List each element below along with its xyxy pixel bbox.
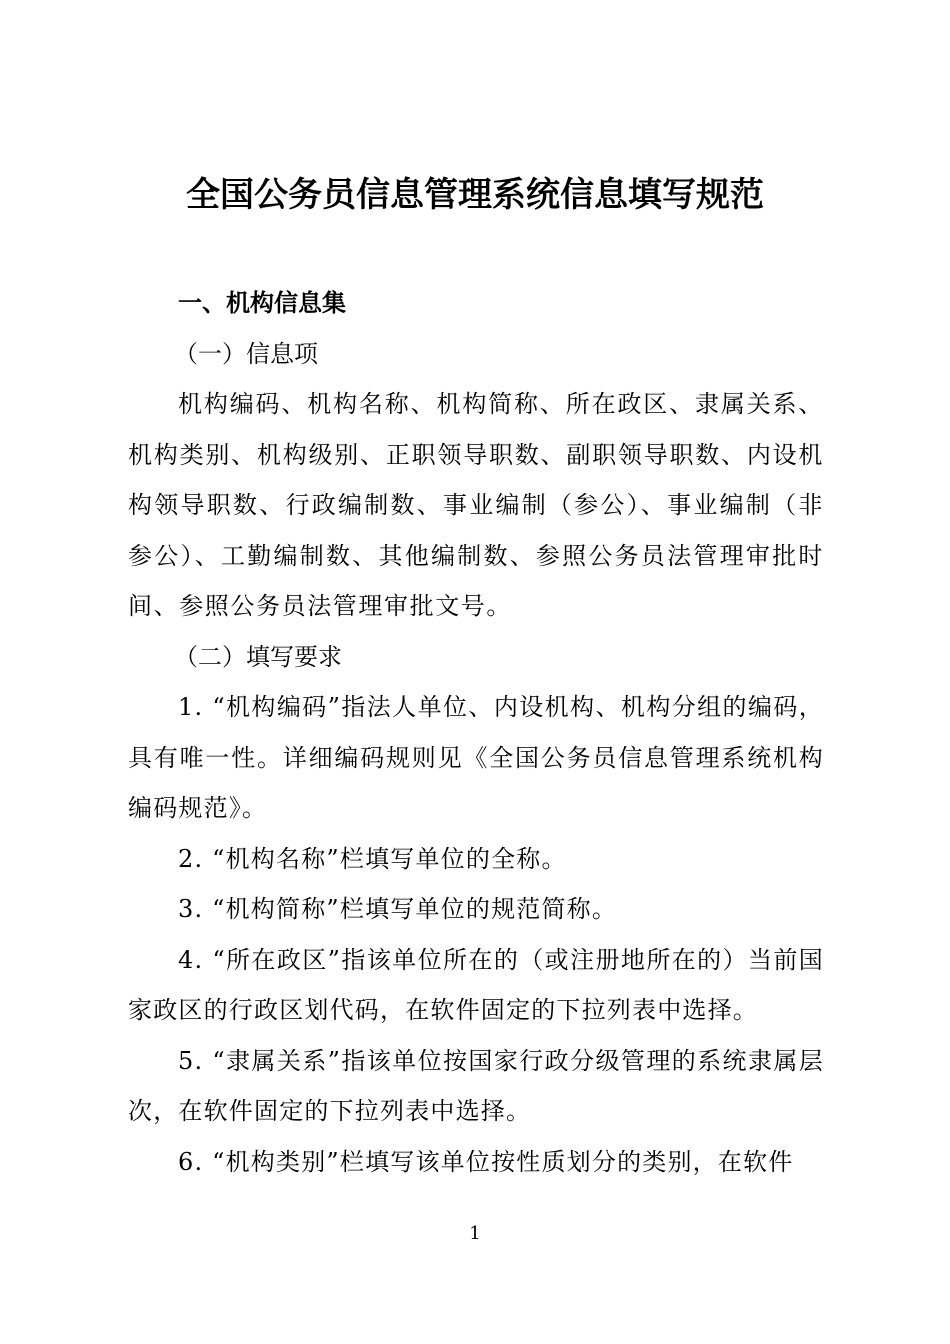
requirement-item: 6. “机构类别”栏填写该单位按性质划分的类别，在软件 (178, 1147, 794, 1176)
subsection-heading-info-items: （一）信息项 (174, 339, 318, 368)
requirement-item: 4. “所在政区”指该单位所在的（或注册地所在的）当前国家政区的行政区划代码，在软件固定的下拉列表中选择。 (128, 945, 824, 1024)
document-title: 全国公务员信息管理系统信息填写规范 (186, 175, 764, 215)
requirement-item: 1. “机构编码”指法人单位、内设机构、机构分组的编码，具有唯一性。详细编码规则见《全国公务员信息管理系统机构编码规范》。 (128, 693, 824, 822)
info-items-paragraph: 机构编码、机构名称、机构简称、所在政区、隶属关系、机构类别、机构级别、正职领导职数、副职领导职数、内设机构领导职数、行政编制数、事业编制（参公）、事业编制（非参公）、工勤编制数、其他编制数、参照公务员法管理审批时间、参照公务员法管理审批文号。 (128, 390, 824, 620)
subsection-heading-requirements: （二）填写要求 (174, 642, 342, 671)
requirement-item: 2. “机构名称”栏填写单位的全称。 (178, 844, 567, 873)
section-heading: 一、机构信息集 (178, 289, 346, 317)
document-body (128, 278, 824, 1187)
requirement-item: 5. “隶属关系”指该单位按国家行政分级管理的系统隶属层次，在软件固定的下拉列表中选择。 (128, 1046, 824, 1125)
requirement-item: 3. “机构简称”栏填写单位的规范简称。 (178, 895, 618, 923)
page-number: 1 (469, 1223, 481, 1244)
